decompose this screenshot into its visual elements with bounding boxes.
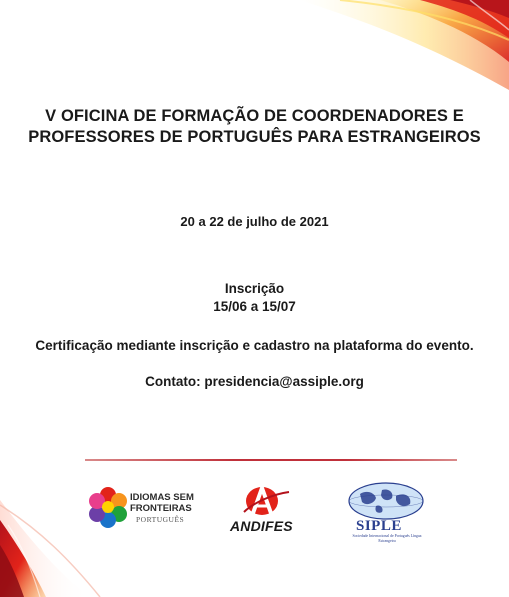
siple-globe-icon [346,482,426,520]
event-dates: 20 a 22 de julho de 2021 [180,214,329,229]
andifes-logo [226,484,300,534]
event-title [0,106,509,148]
isf-line-2: FRONTEIRAS [130,503,192,514]
isf-line-1: IDIOMAS SEM [130,492,194,503]
contact-info: Contato: presidencia@assiple.org [145,374,364,389]
isf-line-3: PORTUGUÊS [136,515,185,524]
registration-label: Inscrição [224,281,285,296]
divider-line [85,459,457,461]
title-line-2: PROFESSORES DE PORTUGUÊS PARA ESTRANGEIROS [28,128,481,146]
registration-dates: 15/06 a 15/07 [213,299,296,314]
certification-note: Certificação mediante inscrição e cadastro na plataforma do evento. [35,338,474,353]
idiomas-sem-fronteiras-logo [88,484,208,532]
siple-logo [343,482,429,546]
siple-subtitle: Sociedade Internacional de Português Língua Estrangeira [352,534,422,543]
andifes-name: ANDIFES [230,518,293,534]
isf-flower-icon [88,486,128,530]
title-line-1: V OFICINA DE FORMAÇÃO DE COORDENADORES E [45,107,464,125]
siple-name: SIPLE [356,518,402,534]
andifes-emblem-icon [234,484,294,520]
